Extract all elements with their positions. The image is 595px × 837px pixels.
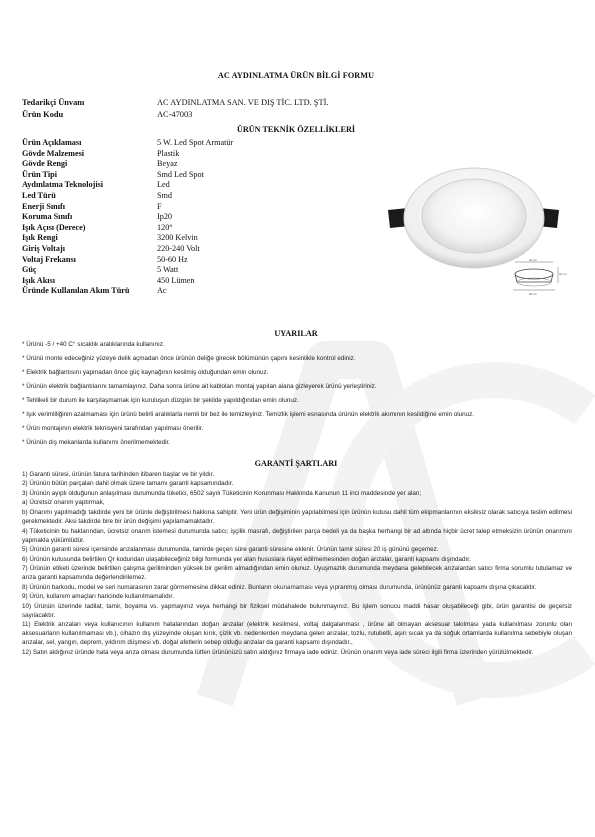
dimension-side-label: 40 mm <box>559 273 567 276</box>
spec-label: Giriş Voltajı <box>22 243 65 253</box>
spec-label: Ürün Tipi <box>22 169 57 179</box>
warning-item: * Tehlikeli bir durum ile karşılaşmamak için kuruluşun düzgün bir şekilde yapıldığından emin olunuz. <box>22 396 299 404</box>
form-title: AC AYDINLATMA ÜRÜN BİLGİ FORMU <box>217 71 375 80</box>
spec-value: 3200 Kelvin <box>157 233 198 243</box>
product-image <box>386 160 561 270</box>
spec-label: Aydınlatma Teknolojisi <box>22 180 104 190</box>
spec-value: 5 W. Led Spot Armatür <box>157 138 234 147</box>
guarantee-item: 6) Ürünün kutusunda belirtilen Qr kodundan ulaşabileceğiniz bilgi formunda yer alan hususlara riayet edilmemesinden doğan arızalar, garanti kapsamı dışındadır. <box>22 555 471 563</box>
guarantee-item: 4) Tüketicinin bu haklarından, ücretsiz onarım istemesi durumunda satıcı; işçilik masrafı, değiştirilen parça bedeli ya da başka herhangi bir ad altında hiçbir ücret talep etmeksizin ürünün onarımını yapmakla yükümlüdür. <box>22 527 572 544</box>
guarantee-item: 7) Ürünün etiketi üzerinde belirtilen çalışma geriliminden yüksek bir gerilim almadığından emin olunuz. Uyuşmazlık durumunda meydana gelebilecek arızalardan satıcı firma sorumlu tutulamaz ve arıza garanti kapsamında değerlendirilemez. <box>22 565 572 582</box>
guarantee-item: 1) Garanti süresi, ürünün fatura tarihinden itibaren başlar ve bir yıldır. <box>22 471 215 478</box>
warning-item: * Ürün montajının elektrik teknisyeni tarafından yapılması önerilir. <box>22 424 204 432</box>
spec-label: Ürün Açıklaması <box>22 138 82 147</box>
warning-item: * Ürünün dış mekanlarda kullanımı önerilmemektedir. <box>22 438 171 446</box>
guarantee-item: a) Ücretsiz onarım yaptırmak, <box>22 499 105 507</box>
supplier-value: AC AYDINLATMA SAN. VE DIŞ TİC. LTD. ŞTİ. <box>157 98 329 107</box>
dimension-top-label: 92 mm <box>529 259 537 262</box>
spec-section-title: ÜRÜN TEKNİK ÖZELLİKLERİ <box>236 125 356 134</box>
guarantee-item: 2) Ürünün bütün parçaları dahil olmak üzere tamamı garanti kapsamındadır. <box>22 480 234 488</box>
spec-value: Smd Led Spot <box>157 169 204 179</box>
warnings-list <box>22 340 572 452</box>
guarantee-item: 10) Ürünün üzerinde tadilat, tamir, boyama vs. yapmayınız veya herhangi bir fiziksel müdahalede bulunmayınız. Bu işlem sonucu maddi hasar oluşabileceği gibi, ürün garantisi de geçersiz sayılacaktır. <box>22 602 572 619</box>
guarantee-item: 11) Elektrik arızaları veya kullanıcının kullanım hatalarından doğan arızalar (elektrik kesilmesi, voltaj dalgalanması , ürüne ait olmayan aksesuar takılması yada kullanılması zorunlu olan aksesuarların kullanılmaması vb.), cihazın dış yüzeyinde oluşan kırık, çizik vb. nedenlerden meydana gelen arızalar, tozlu, rutubetli, aşırı sıcak ya da soğuk ortamlarda kullanılma sebebiyle oluşan arızalar, sel, yangın, deprem, yıldırım düşmesi vb. doğal afetlerin sebep olduğu arızalar da garanti kapsamı dışındadır., <box>22 621 572 647</box>
product-code-label: Ürün Kodu <box>22 110 64 119</box>
spec-value: F <box>157 201 162 211</box>
spec-label: Işık Rengi <box>22 233 58 243</box>
guarantee-list <box>22 470 572 657</box>
spec-value: Beyaz <box>157 159 178 169</box>
warning-item: * Ürünü monte edeceğiniz yüzeye delik açmadan önce ürünün deliğe girecek bölümünün çapını kesinlikle kontrol ediniz. <box>22 354 356 362</box>
warning-item: * Ürünün elektrik bağlantılarını tamamlayınız. Daha sonra ürüne ait kabloları montaj yapılan alana gizleyerek ürünü yerleştiriniz. <box>22 382 377 390</box>
spec-label: Işık Açısı (Derece) <box>22 222 86 232</box>
spec-label: Gövde Malzemesi <box>22 148 85 158</box>
spec-value: 5 Watt <box>157 265 179 275</box>
product-code-value: AC-47003 <box>157 110 193 119</box>
spec-value: 450 Lümen <box>157 275 195 285</box>
guarantee-item: 3) Ürünün ayıplı olduğunun anlaşılması durumunda tüketici, 6502 sayılı Tüketicinin Korunması Hakkında Kanunun 11 inci maddesinde yer alan; <box>22 489 422 497</box>
dimension-diagram <box>505 257 565 297</box>
dimension-bottom-label: 98 mm <box>529 293 537 296</box>
spec-value: Led <box>157 180 170 190</box>
spec-value: Smd <box>157 190 173 200</box>
guarantee-item: b) Onarımı yapılmadığı takdirde yeni bir ürünle değiştirilmesi hakkına sahiptir. Yeni ürün değişiminin yapılabilmesi için ürünün kutusu dahil tüm ekipmanlarının eksiksiz olarak satıcıya teslim edilmesi gerekmektedir. Aksi takdirde bire bir ürün değişimi yapılamamaktadır. <box>22 508 572 526</box>
guarantee-item: 5) Ürünün garanti süresi içerisinde arızalanması durumunda, tamirde geçen süre garanti süresine eklenir. Ürünün tamir süresi 20 iş gününü geçemez. <box>22 546 439 554</box>
spec-value: Ip20 <box>157 212 173 222</box>
supplier-label: Tedarikçi Ünvanı <box>22 98 85 107</box>
warning-item: * Işık verimliliğinin azalmaması için ürünü belirli aralıklarla nemli bir bez ile temizleyiniz. Temizlik işlemi esnasında ürünün elektrik akımının kesildiğine emin olunuz. <box>22 410 475 418</box>
spec-label: Enerji Sınıfı <box>22 201 65 211</box>
spec-label: Koruma Sınıfı <box>22 212 73 222</box>
spec-value: 50-60 Hz <box>157 254 188 264</box>
spec-label: Led Türü <box>22 190 56 200</box>
spec-value: Ac <box>157 286 167 296</box>
guarantee-item: 12) Satın aldığınız üründe hata veya arıza olması durumunda lütfen ürününüzü satın aldığınız firmaya iade ediniz. Ürünün onarım veya iade süreci ilgili firma üzerinden yürütülmektedir. <box>22 648 534 656</box>
spec-value: Plastik <box>157 148 180 158</box>
guarantee-item: 9) Ürün, kullanım amaçları haricinde kullanılmamalıdır. <box>22 593 174 601</box>
guarantee-section-title: GARANTİ ŞARTLARI <box>254 459 338 468</box>
spec-label: Üründe Kullanılan Akım Türü <box>22 286 130 296</box>
guarantee-item: 8) Ürünün barkodu, model ve seri numarasının zarar görmemesine dikkat ediniz. Bunların okunamaması veya yıpranmış olması durumunda, ürününüz garanti kapsamı dışına çıkacaktır. <box>22 583 537 591</box>
spec-label: Voltaj Frekansı <box>22 254 76 264</box>
spec-value: 120° <box>157 222 173 232</box>
spec-label: Gövde Rengi <box>22 159 68 169</box>
warning-item: * Elektrik bağlantısını yapmadan önce güç kaynağının kesilmiş olduğundan emin olunuz. <box>22 368 269 376</box>
warnings-section-title: UYARILAR <box>274 329 318 338</box>
spec-label: Işık Akısı <box>22 275 55 285</box>
spec-label: Güç <box>22 265 37 275</box>
warning-item: * Ürünü -5 / +40 C° sıcaklık aralıklarında kullanınız. <box>22 341 165 348</box>
spec-value: 220-240 Volt <box>157 243 200 253</box>
